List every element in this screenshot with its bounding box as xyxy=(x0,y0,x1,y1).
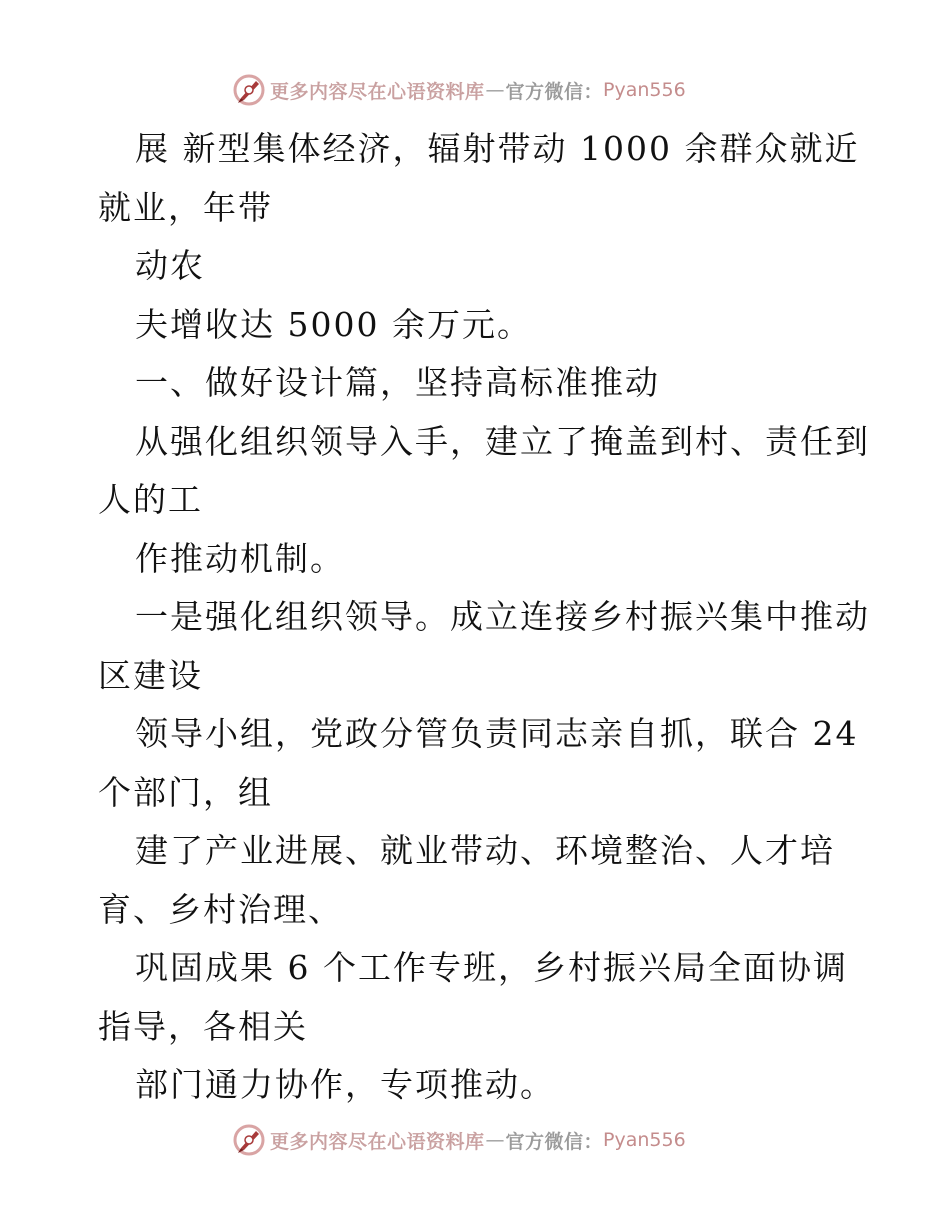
watermark-contact-label: 官方微信： xyxy=(505,80,604,103)
text-line: 部门通力协作，专项推动。 xyxy=(135,1065,555,1104)
text-line: 动农 xyxy=(135,246,205,285)
text-line: 领导小组，党政分管负责同志亲自抓，联合 24 xyxy=(135,714,859,753)
text-line: 指导，各相关 xyxy=(98,1006,308,1046)
text-line: 区建设 xyxy=(98,655,203,695)
text-line: 一是强化组织领导。成立连接乡村振兴集中推动 xyxy=(135,597,870,636)
text-line: 育、乡村治理、 xyxy=(98,889,343,929)
text-line: 个部门，组 xyxy=(98,772,273,812)
watermark-contact-id: Pyan556 xyxy=(603,79,686,101)
text-line: 一、做好设计篇，坚持高标准推动 xyxy=(135,363,660,402)
watermark-separator: — xyxy=(485,1129,505,1151)
quill-pen-logo-icon xyxy=(232,73,266,107)
quill-pen-logo-icon xyxy=(232,1123,266,1157)
watermark-contact-label: 官方微信： xyxy=(505,1130,604,1153)
watermark-site-text: 更多内容尽在心语资料库 xyxy=(270,1130,485,1153)
header-watermark xyxy=(232,72,686,108)
text-line: 从强化组织领导入手，建立了掩盖到村、责任到 xyxy=(135,421,870,461)
watermark-site-text: 更多内容尽在心语资料库 xyxy=(270,80,485,103)
text-line: 展 新型集体经济，辐射带动 1000 余群众就近 xyxy=(135,129,860,168)
text-line: 巩固成果 6 个工作专班，乡村振兴局全面协调 xyxy=(135,948,848,987)
text-line: 作推动机制。 xyxy=(135,538,345,578)
text-line: 夫增收达 5000 余万元。 xyxy=(135,304,532,344)
text-line: 就业，年带 xyxy=(98,187,273,227)
document-body xyxy=(98,120,870,1115)
text-line: 建了产业进展、就业带动、环境整治、人才培 xyxy=(135,831,835,870)
footer-watermark xyxy=(232,1122,686,1158)
watermark-contact-id: Pyan556 xyxy=(603,1129,686,1151)
text-line: 人的工 xyxy=(98,480,203,519)
watermark-separator: — xyxy=(485,79,505,101)
